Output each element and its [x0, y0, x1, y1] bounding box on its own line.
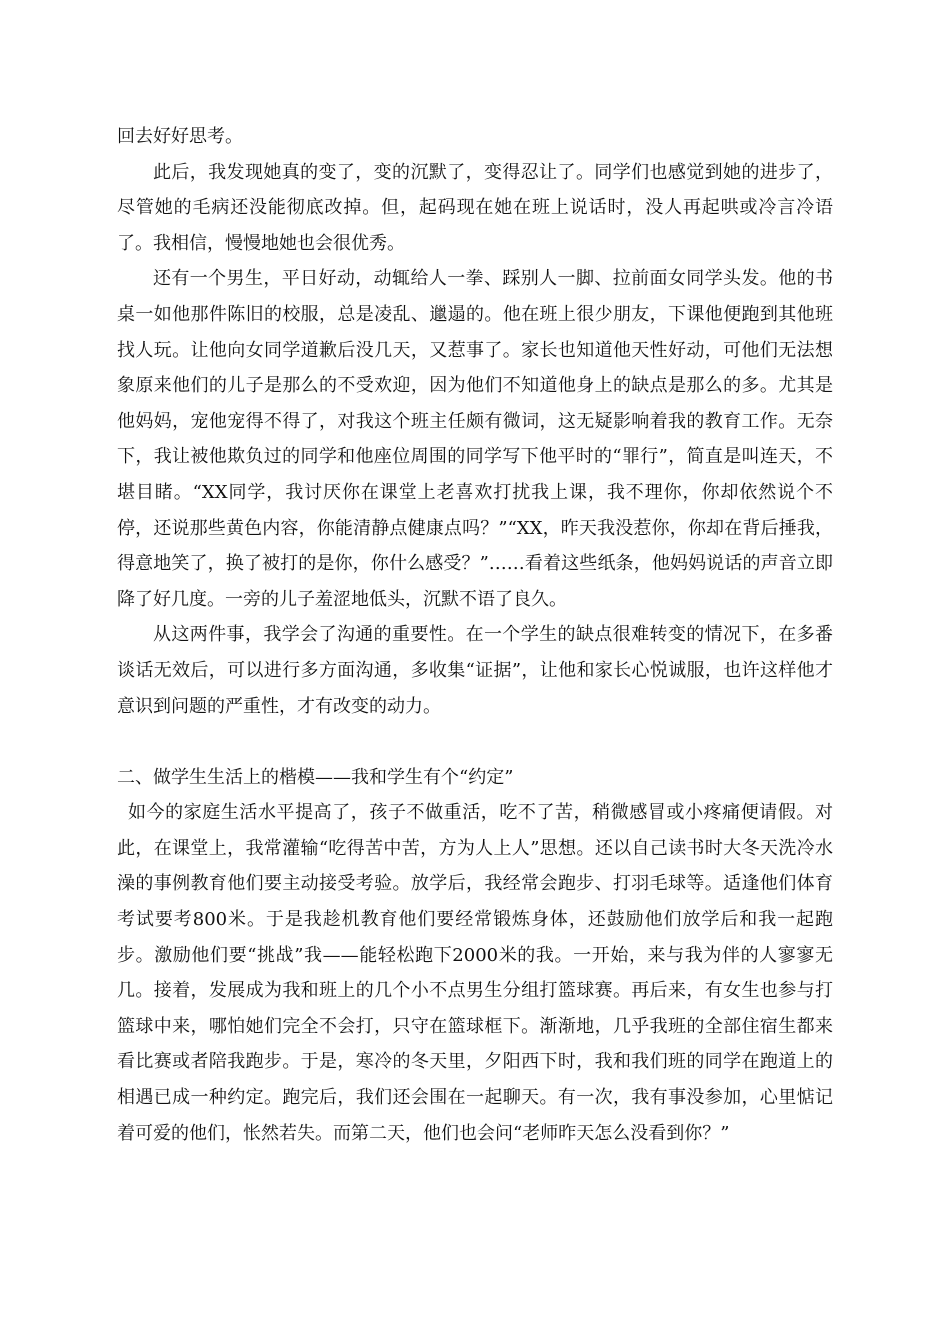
paragraph-her-change: 此后，我发现她真的变了，变的沉默了，变得忍让了。同学们也感觉到她的进步了，尽管她的毛病还没能彻底改掉。但，起码现在她在班上说话时，没人再起哄或冷言冷语了。我相信，慢慢地她也会很优秀。: [117, 161, 833, 254]
document-page: [117, 119, 833, 1151]
paragraph-spacer: [117, 724, 833, 760]
paragraph-continuation: 回去好好思考。: [117, 126, 243, 147]
paragraph-communication-lesson: 从这两件事，我学会了沟通的重要性。在一个学生的缺点很难转变的情况下，在多番谈话无效后，可以进行多方面沟通，多收集“证据”，让他和家长心悦诚服，也许这样他才意识到问题的严重性，才有改变的动力。: [117, 624, 833, 717]
section-heading: 二、做学生生活上的楷模——我和学生有个“约定”: [117, 766, 514, 788]
paragraph-boy-story: 还有一个男生，平日好动，动辄给人一拳、踩别人一脚、拉前面女同学头发。他的书桌一如他那件陈旧的校服，总是凌乱、邋遢的。他在班上很少朋友，下课他便跑到其他班找人玩。让他向女同学道歉后没几天，又惹事了。家长也知道他天性好动，可他们无法想象原来他们的儿子是那么的不受欢迎，因为他们不知道他身上的缺点是那么的多。尤其是他妈妈，宠他宠得不得了，对我这个班主任颇有微词，这无疑影响着我的教育工作。无奈下，我让被他欺负过的同学和他座位周围的同学写下他平时的“罪行”，简直是叫连天，不堪目睹。“XX同学，我讨厌你在课堂上老喜欢打扰我上课，我不理你，你却依然说个不停，还说那些黄色内容，你能清静点健康点吗？”“XX，昨天我没惹你，你却在背后捶我，得意地笑了，换了被打的是你，你什么感受？”……看着这些纸条，他妈妈说话的声音立即降了好几度。一旁的儿子羞涩地低头，沉默不语了良久。: [117, 268, 833, 610]
paragraph-appointment: 如今的家庭生活水平提高了，孩子不做重活，吃不了苦，稍微感冒或小疼痛便请假。对此，在课堂上，我常灌输“吃得苦中苦，方为人上人”思想。还以自己读书时大冬天洗冷水澡的事例教育他们要主动接受考验。放学后，我经常会跑步、打羽毛球等。适逢他们体育考试要考800米。于是我趁机教育他们要经常锻炼身体，还鼓励他们放学后和我一起跑步。激励他们要“挑战”我——能轻松跑下2000米的我。一开始，来与我为伴的人寥寥无几。接着，发展成为我和班上的几个小不点男生分组打篮球赛。再后来，有女生也参与打篮球中来，哪怕她们完全不会打，只守在篮球框下。渐渐地，几乎我班的全部住宿生都来看比赛或者陪我跑步。于是，寒冷的冬天里，夕阳西下时，我和我们班的同学在跑道上的相遇已成一种约定。跑完后，我们还会围在一起聊天。有一次，我有事没参加，心里惦记着可爱的他们，怅然若失。而第二天，他们也会问“老师昨天怎么没看到你？”: [117, 802, 833, 1144]
